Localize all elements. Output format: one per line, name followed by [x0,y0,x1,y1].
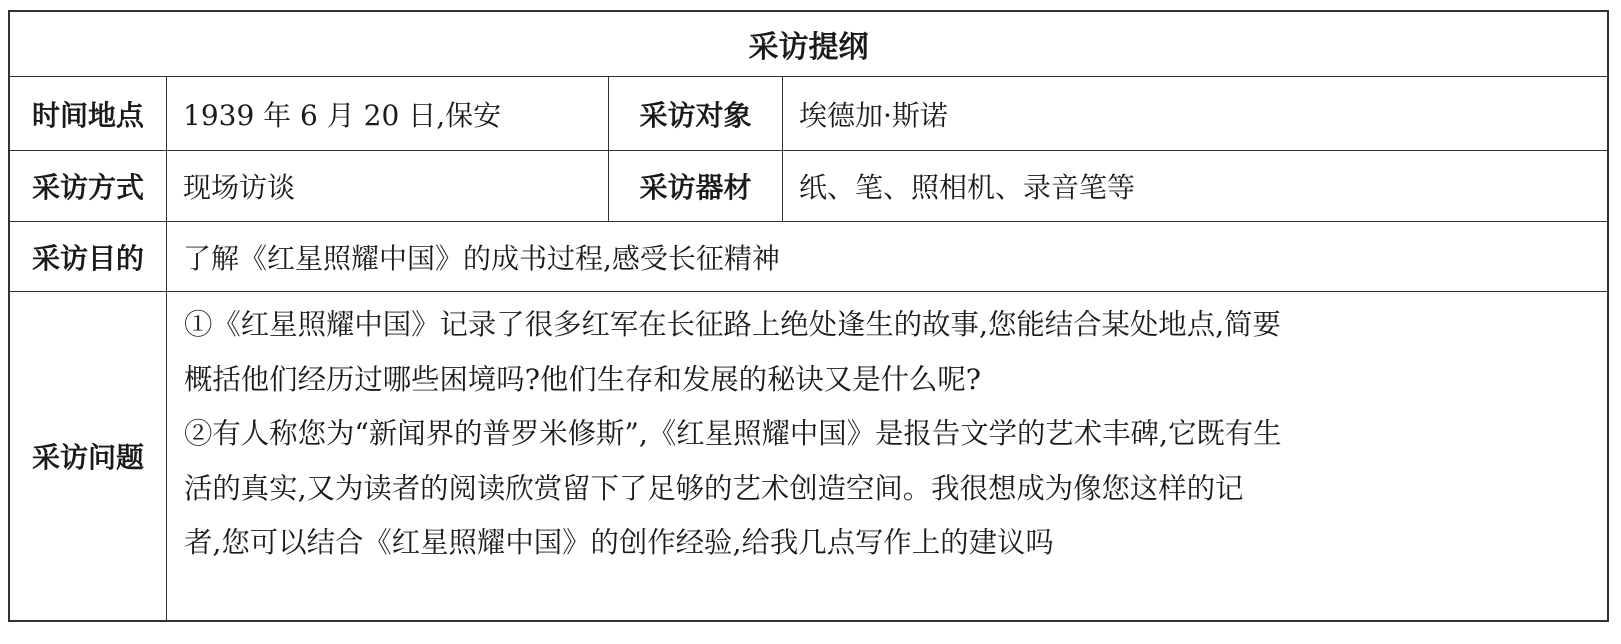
table-title: 采访提纲 [748,30,869,65]
value-equipment: 纸、笔、照相机、录音笔等 [799,171,1136,204]
question-1-line-1: ①《红星照耀中国》记录了很多红军在长征路上绝处逢生的故事,您能结合某处地点,简要 [184,308,1281,341]
value-purpose: 了解《红星照耀中国》的成书过程,感受长征精神 [183,241,780,275]
question-1-line-2: 概括他们经历过哪些困境吗?他们生存和发展的秘诀又是什么呢? [184,362,981,396]
label-questions: 采访问题 [31,441,144,474]
label-equipment: 采访器材 [639,171,752,204]
questions-content [184,298,1601,571]
question-2-line-1: ②有人称您为“新闻界的普罗米修斯”,《红星照耀中国》是报告文学的艺术丰碑,它既有生 [184,417,1282,450]
label-time-place: 时间地点 [31,98,144,132]
row-divider [10,291,1607,292]
question-2-line-2: 活的真实,又为读者的阅读欣赏留下了足够的艺术创造空间。我很想成为像您这样的记 [184,471,1244,505]
value-time-place: 1939 年 6 月 20 日,保安 [183,98,502,132]
question-2-line-3: 者,您可以结合《红星照耀中国》的创作经验,给我几点写作上的建议吗 [184,526,1054,559]
label-subject: 采访对象 [639,98,752,132]
value-method: 现场访谈 [183,171,296,204]
value-subject: 埃德加·斯诺 [799,98,948,132]
label-purpose: 采访目的 [31,241,144,275]
label-method: 采访方式 [31,171,144,204]
